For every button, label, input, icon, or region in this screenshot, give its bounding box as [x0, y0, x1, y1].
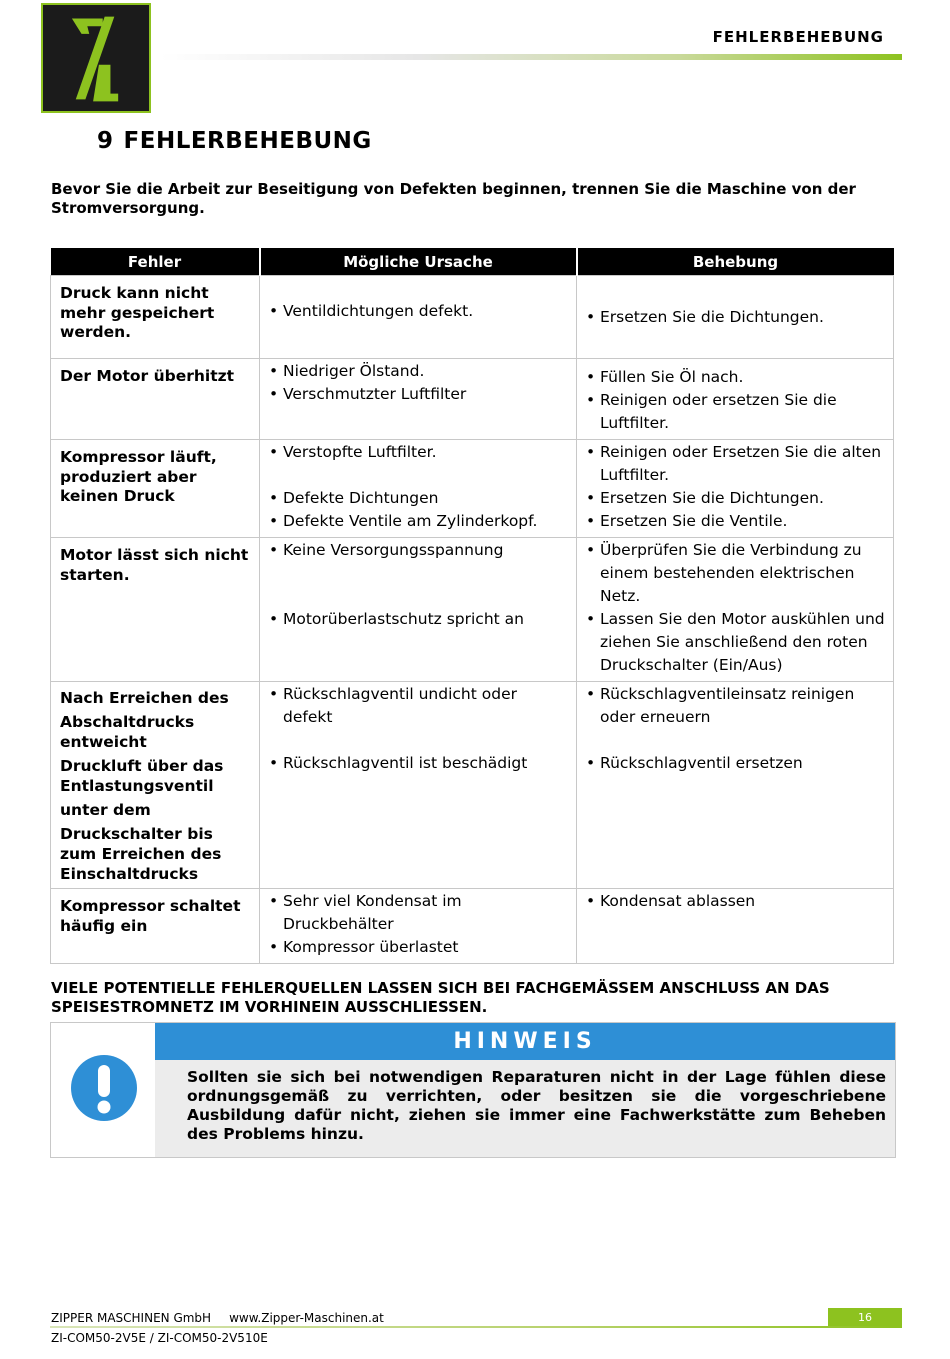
remedy-item: • Überprüfen Sie die Verbindung zu einem bestehenden elektrischen Netz.	[586, 539, 885, 608]
notice-text: Sollten sie sich bei notwendigen Reparaturen nicht in der Lage fühlen diese ordnungsgemäß zu verrichten, oder besitzen sie die vorgeschriebene Ausbildung dafür nicht, ziehen sie immer eine Fachwerkstätte zum Beheben des Problems hinzu.	[155, 1060, 895, 1157]
fault-line: Nach Erreichen des	[60, 689, 229, 707]
exclamation-circle-icon	[71, 1055, 137, 1121]
remedy-item: • Reinigen oder ersetzen Sie die Luftfilter.	[586, 389, 885, 435]
cause-item: • Defekte Ventile am Zylinderkopf.	[269, 510, 568, 533]
intro-text: Bevor Sie die Arbeit zur Beseitigung von Defekten beginnen, trennen Sie die Maschine von der Stromversorgung.	[51, 180, 856, 217]
cause-item: • Kompressor überlastet	[269, 936, 568, 959]
cause-item: • Defekte Dichtungen	[269, 487, 568, 510]
cause-item: • Verschmutzter Luftfilter	[269, 383, 568, 406]
footer-company-line	[51, 1311, 384, 1325]
notice-box	[50, 1022, 896, 1158]
remedy-item: • Reinigen oder Ersetzen Sie die alten Luftfilter.	[586, 441, 885, 487]
cause-item: • Motorüberlastschutz spricht an	[269, 608, 568, 631]
cause-cell	[260, 538, 577, 682]
cause-cell	[260, 276, 577, 359]
cause-cell	[260, 359, 577, 440]
page-number: 16	[828, 1308, 902, 1328]
warning-text: VIELE POTENTIELLE FEHLERQUELLEN LASSEN SICH BEI FACHGEMÄSSEM ANSCHLUSS AN DAS SPEISESTROMNETZ IM VORHINEIN AUSSCHLIESSEN.	[51, 979, 830, 1016]
remedy-item: • Rückschlagventil ersetzen	[586, 752, 885, 775]
remedy-item: • Lassen Sie den Motor auskühlen und ziehen Sie anschließend den roten Druckschalter (Ein/Aus)	[586, 608, 885, 677]
footer-website: www.Zipper-Maschinen.at	[229, 1311, 384, 1325]
fault-cell	[51, 682, 260, 889]
fault-cell: Kompressor läuft, produziert aber keinen Druck	[51, 440, 260, 538]
footer-model: ZI-COM50-2V5E / ZI-COM50-2V510E	[51, 1331, 268, 1345]
cause-cell	[260, 682, 577, 889]
fault-line: unter dem	[60, 801, 151, 819]
cause-item: • Sehr viel Kondensat im Druckbehälter	[269, 890, 568, 936]
cause-item: • Ventildichtungen defekt.	[269, 300, 568, 323]
fault-line: Druckluft über das Entlastungsventil	[60, 757, 224, 795]
cause-item: • Keine Versorgungsspannung	[269, 539, 568, 562]
remedy-item: • Ersetzen Sie die Dichtungen.	[586, 306, 885, 329]
remedy-cell	[577, 682, 894, 889]
remedy-item: • Ersetzen Sie die Ventile.	[586, 510, 885, 533]
remedy-cell	[577, 276, 894, 359]
table-row	[51, 276, 894, 359]
table-header-row	[51, 248, 894, 276]
remedy-item: • Rückschlagventileinsatz reinigen oder erneuern	[586, 683, 885, 729]
remedy-cell	[577, 440, 894, 538]
section-number: 9	[97, 128, 114, 154]
remedy-cell	[577, 538, 894, 682]
cause-cell	[260, 440, 577, 538]
remedy-item: • Ersetzen Sie die Dichtungen.	[586, 487, 885, 510]
remedy-item: • Füllen Sie Öl nach.	[586, 366, 885, 389]
notice-title: HINWEIS	[155, 1023, 895, 1060]
troubleshooting-table	[50, 248, 894, 964]
header-title: FEHLERBEHEBUNG	[712, 28, 884, 46]
fault-cell: Druck kann nicht mehr gespeichert werden.	[51, 276, 260, 359]
footer-company: ZIPPER MASCHINEN GmbH	[51, 1311, 212, 1325]
table-row	[51, 359, 894, 440]
column-header-cause: Mögliche Ursache	[260, 248, 577, 276]
cause-item: • Rückschlagventil undicht oder defekt	[269, 683, 568, 729]
footer-divider	[50, 1326, 902, 1328]
header-divider	[160, 54, 902, 60]
fault-line: Druckschalter bis zum Erreichen des Einschaltdrucks	[60, 825, 222, 883]
cause-item: • Rückschlagventil ist beschädigt	[269, 752, 568, 775]
section-title	[97, 128, 372, 154]
column-header-fault: Fehler	[51, 248, 260, 276]
cause-cell	[260, 889, 577, 964]
cause-item: • Verstopfte Luftfilter.	[269, 441, 568, 464]
column-header-remedy: Behebung	[577, 248, 894, 276]
zipper-z-icon	[43, 5, 149, 111]
fault-cell: Kompressor schaltet häufig ein	[51, 889, 260, 964]
table-row	[51, 538, 894, 682]
remedy-item: • Kondensat ablassen	[586, 890, 885, 913]
table-row	[51, 682, 894, 889]
remedy-cell	[577, 889, 894, 964]
remedy-cell	[577, 359, 894, 440]
fault-cell: Motor lässt sich nicht starten.	[51, 538, 260, 682]
section-title-text: FEHLERBEHEBUNG	[123, 128, 372, 154]
zipper-logo	[41, 3, 151, 113]
table-row	[51, 889, 894, 964]
fault-line: Abschaltdrucks entweicht	[60, 713, 195, 751]
fault-cell: Der Motor überhitzt	[51, 359, 260, 440]
cause-item: • Niedriger Ölstand.	[269, 360, 568, 383]
table-row	[51, 440, 894, 538]
